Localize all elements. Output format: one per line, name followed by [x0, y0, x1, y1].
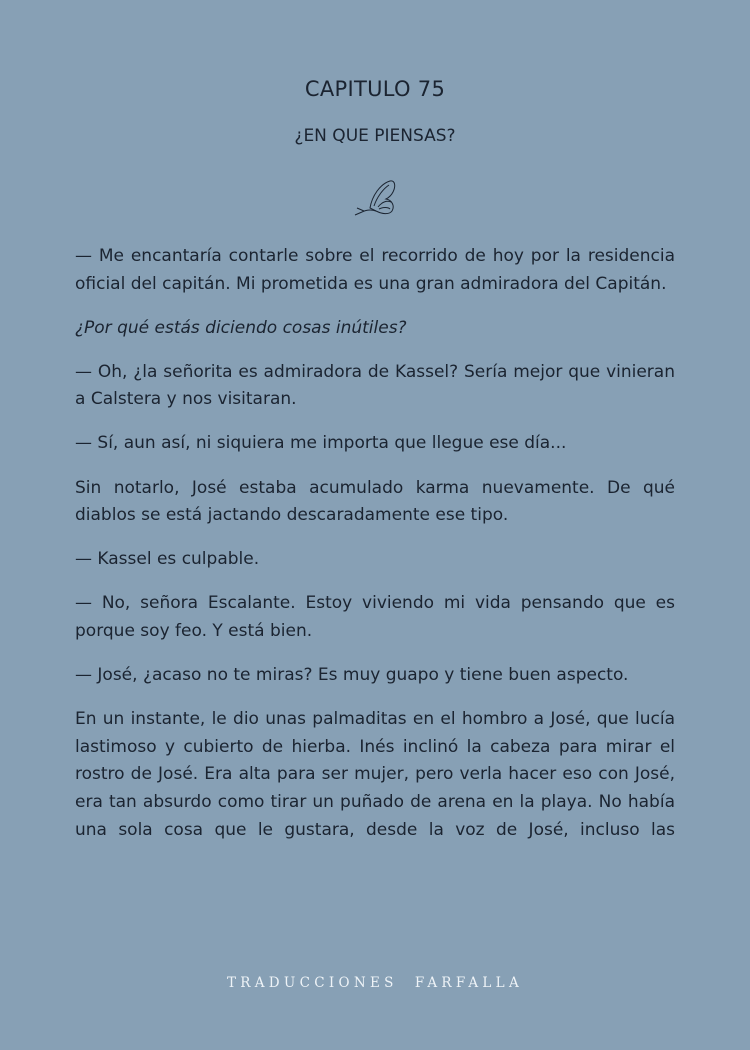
paragraph: — José, ¿acaso no te miras? Es muy guapo y tiene buen aspecto. — [75, 665, 629, 686]
paragraph: En un instante, le dio unas palmaditas en el hombro a José, que lucía lastimoso y cubierto de hierba. Inés inclinó la cabeza para mirar el rostro de José. Era alta para ser mujer, pero verla hacer eso con José, era tan absurdo como tirar un puñado de arena en la playa. No había una sola cosa que le gustara, desde la voz de José, incluso las — [75, 709, 675, 840]
paragraph: — Oh, ¿la señorita es admiradora de Kassel? Sería mejor que vinieran a Calstera y nos visitaran. — [75, 361, 675, 410]
paragraph: Sin notarlo, José estaba acumulado karma nuevamente. De qué diablos se está jactando descaradamente ese tipo. — [75, 477, 675, 526]
paragraph: — No, señora Escalante. Estoy viviendo mi vida pensando que es porque soy feo. Y está bien. — [75, 593, 675, 641]
paragraph: — Me encantaría contarle sobre el recorrido de hoy por la residencia oficial del capitán. Mi prometida es una gran admiradora del Capitán. — [75, 246, 675, 294]
chapter-body — [75, 243, 675, 861]
paragraph: — Sí, aun así, ni siquiera me importa que llegue ese día... — [75, 433, 567, 454]
paragraph: — Kassel es culpable. — [75, 549, 260, 570]
paragraph-italic-thought: ¿Por qué estás diciendo cosas inútiles? — [75, 317, 407, 338]
chapter-subtitle: ¿EN QUE PIENSAS? — [294, 126, 456, 146]
chapter-title: CAPITULO 75 — [304, 77, 446, 101]
butterfly-icon — [352, 178, 398, 218]
footer-credit: TRADUCCIONES FARFALLA — [226, 975, 523, 991]
